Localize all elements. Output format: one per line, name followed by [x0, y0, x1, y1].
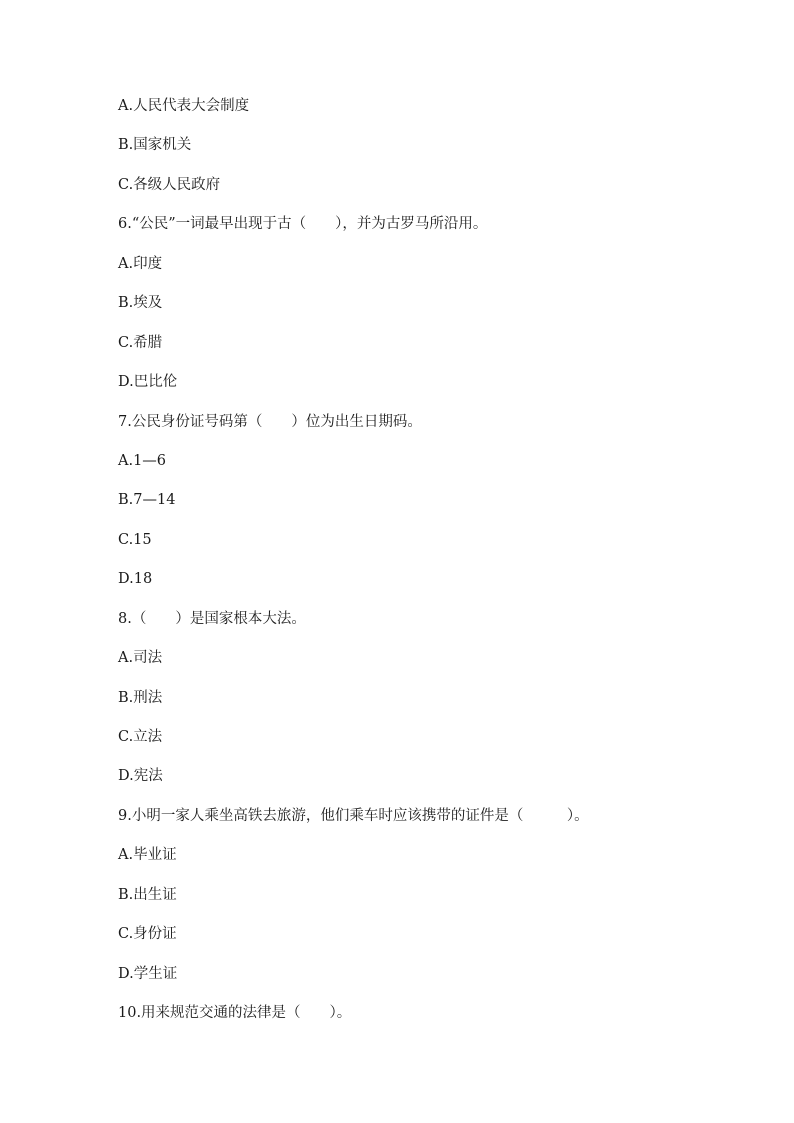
option-5a: A.人民代表大会制度	[118, 98, 250, 114]
question-list	[118, 95, 758, 1042]
option-6b: B.埃及	[118, 295, 163, 312]
option-8b: B.刑法	[118, 689, 163, 706]
option-8c: C.立法	[118, 729, 163, 745]
question-8: 8.（ ）是国家根本大法。	[118, 610, 306, 627]
option-7d: D.18	[118, 571, 153, 588]
question-9: 9.小明一家人乘坐高铁去旅游，他们乘车时应该携带的证件是（ ）。	[118, 807, 589, 824]
option-9d: D.学生证	[118, 965, 178, 982]
option-8d: D.宪法	[118, 768, 163, 785]
option-7c: C.15	[118, 531, 152, 548]
option-5c: C.各级人民政府	[118, 176, 221, 193]
option-9c: C.身份证	[118, 926, 177, 943]
question-10: 10.用来规范交通的法律是（ ）。	[118, 1005, 352, 1022]
option-6d: D.巴比伦	[118, 374, 178, 391]
question-6: 6.“公民”一词最早出现于古（ ），并为古罗马所沿用。	[118, 216, 488, 233]
option-6c: C.希腊	[118, 334, 163, 351]
option-5b: B.国家机关	[118, 137, 192, 154]
option-8a: A.司法	[118, 650, 163, 667]
option-7b: B.7—14	[118, 492, 176, 509]
option-6a: A.印度	[118, 255, 163, 272]
question-7: 7.公民身份证号码第（ ）位为出生日期码。	[118, 413, 422, 430]
option-9a: A.毕业证	[118, 847, 177, 864]
option-7a: A.1—6	[118, 452, 167, 469]
option-9b: B.出生证	[118, 886, 177, 903]
